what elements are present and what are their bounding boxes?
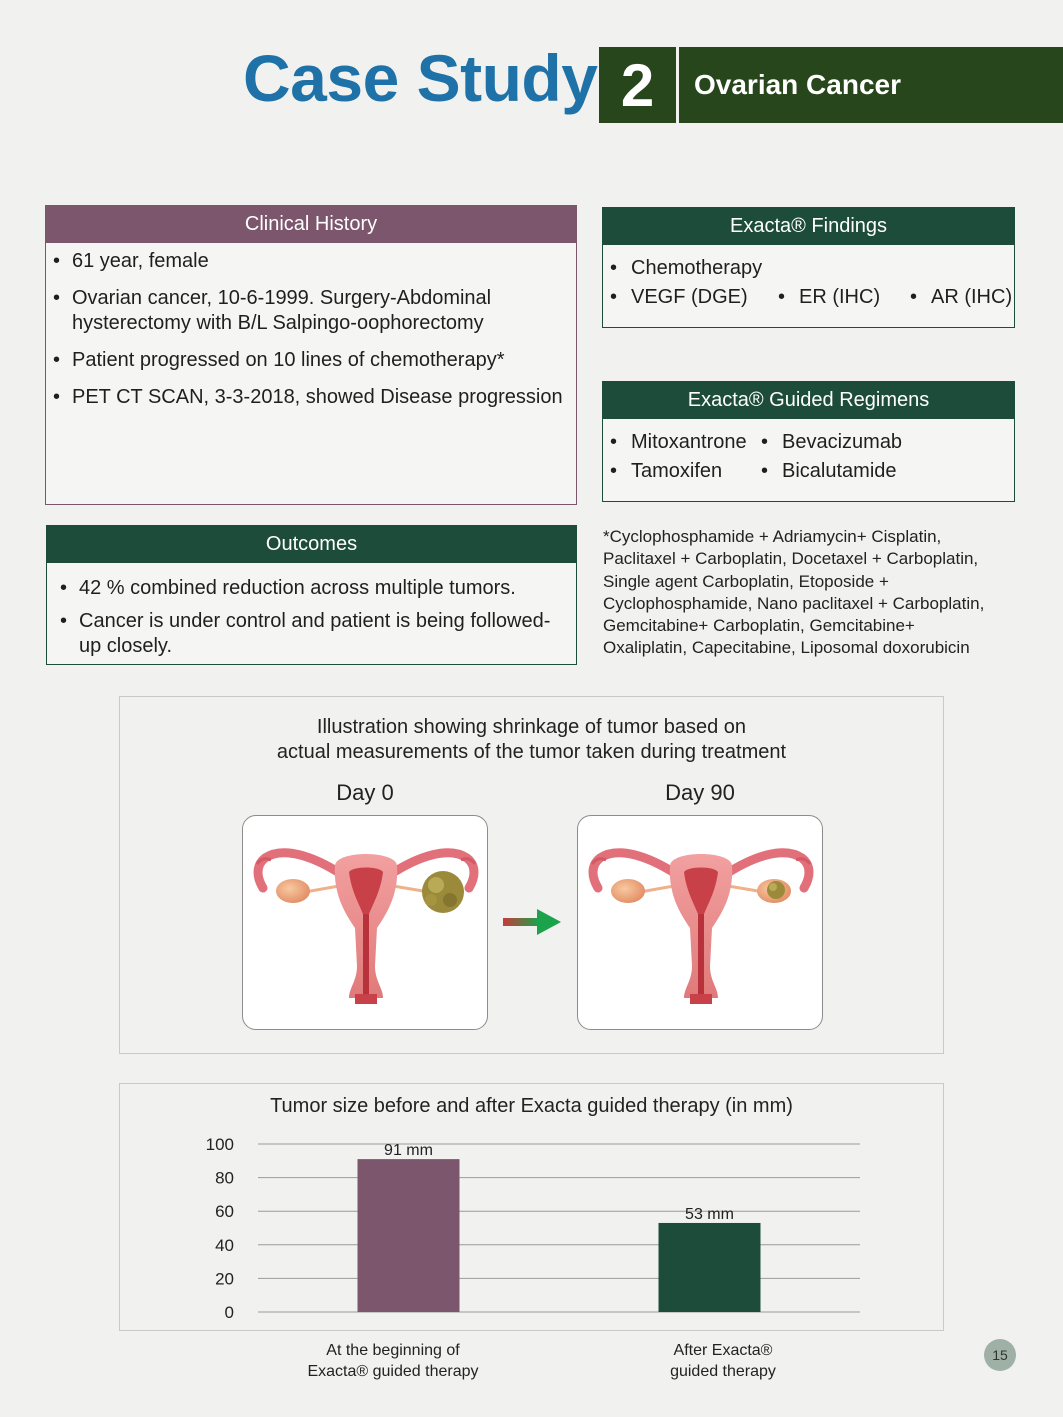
footnote-line: Oxaliplatin, Capecitabine, Liposomal doxorubicin: [603, 638, 970, 658]
outcomes-box: [46, 525, 577, 665]
y-tick-label: 80: [215, 1168, 234, 1188]
list-item: • Bevacizumab: [754, 428, 902, 457]
list-item: • Patient progressed on 10 lines of chemotherapy*: [46, 348, 566, 373]
illustration-caption: [120, 715, 943, 765]
bar: [659, 1223, 761, 1312]
list-item: • Chemotherapy: [603, 254, 762, 283]
regimens-box: [602, 381, 1015, 502]
footnote-line: Paclitaxel + Carboplatin, Docetaxel + Carboplatin,: [603, 549, 979, 569]
y-tick-label: 60: [215, 1202, 234, 1222]
tumor-size-bar-chart: [120, 1084, 945, 1332]
day-0-label: Day 0: [336, 780, 394, 805]
y-tick-label: 0: [224, 1303, 234, 1322]
category-label-line: After Exacta®: [673, 1342, 773, 1359]
outcomes-heading: Outcomes: [47, 526, 576, 563]
chart-title: Tumor size before and after Exacta guided therapy (in mm): [270, 1095, 793, 1117]
y-tick-label: 40: [215, 1235, 234, 1255]
bar: [358, 1159, 460, 1312]
list-item: • AR (IHC): [903, 283, 1012, 312]
tumor-small: [767, 881, 785, 899]
chemotherapy-footnote: [603, 526, 1043, 660]
category-label-line: Exacta® guided therapy: [307, 1363, 479, 1380]
clinical-history-heading: Clinical History: [46, 206, 576, 243]
caption-line: Illustration showing shrinkage of tumor based on: [316, 716, 747, 738]
y-tick-label: 100: [205, 1135, 234, 1154]
list-item: • PET CT SCAN, 3-3-2018, showed Disease progression: [46, 385, 566, 410]
y-tick-label: 20: [215, 1269, 234, 1289]
footnote-line: *Cyclophosphamide + Adriamycin+ Cisplatin,: [603, 527, 942, 546]
day-0-illustration: [242, 815, 488, 1030]
footnote-line: Single agent Carboplatin, Etoposide +: [603, 571, 889, 591]
list-item: • Bicalutamide: [754, 457, 897, 486]
footnote-line: Gemcitabine+ Carboplatin, Gemcitabine+: [603, 616, 915, 636]
list-item: • 61 year, female: [46, 249, 566, 274]
list-item: • Cancer is under control and patient is being followed-up closely.: [53, 609, 566, 659]
outcomes-list: [47, 563, 576, 659]
list-item: • 42 % combined reduction across multiple tumors.: [53, 576, 566, 601]
list-item: • Tamoxifen: [603, 457, 754, 486]
clinical-history-box: [45, 205, 577, 505]
data-label: 91 mm: [384, 1142, 433, 1160]
category-label-line: guided therapy: [670, 1363, 776, 1380]
case-topic: Ovarian Cancer: [679, 47, 1063, 123]
uterus-day-90-image: [578, 816, 824, 1031]
regimens-heading: Exacta® Guided Regimens: [603, 382, 1014, 419]
tumor-size-chart-panel: [119, 1083, 944, 1331]
left-ovary: [276, 879, 310, 903]
progress-arrow-icon: [503, 909, 563, 935]
case-number: 2: [599, 47, 676, 123]
category-label: [623, 1340, 823, 1382]
tumor-large: [422, 871, 464, 913]
list-item: • Mitoxantrone: [603, 428, 754, 457]
day-90-illustration: [577, 815, 823, 1030]
illustration-panel: [119, 696, 944, 1054]
uterus-day-0-image: [243, 816, 489, 1031]
list-item: • Ovarian cancer, 10-6-1999. Surgery-Abdominal hysterectomy with B/L Salpingo-oophorectomy: [46, 286, 566, 336]
list-item: • VEGF (DGE): [603, 283, 771, 312]
footnote-line: Cyclophosphamide, Nano paclitaxel + Carboplatin,: [603, 593, 985, 613]
findings-heading: Exacta® Findings: [603, 208, 1014, 245]
findings-box: [602, 207, 1015, 328]
page-title: Case Study: [243, 41, 598, 115]
category-label: [293, 1340, 493, 1382]
day-90-label: Day 90: [665, 780, 735, 805]
category-label-line: At the beginning of: [326, 1342, 460, 1359]
list-item: • ER (IHC): [771, 283, 903, 312]
page-number: 15: [984, 1339, 1016, 1371]
clinical-history-list: [46, 243, 576, 410]
data-label: 53 mm: [685, 1205, 734, 1223]
caption-line: actual measurements of the tumor taken during treatment: [276, 741, 787, 763]
